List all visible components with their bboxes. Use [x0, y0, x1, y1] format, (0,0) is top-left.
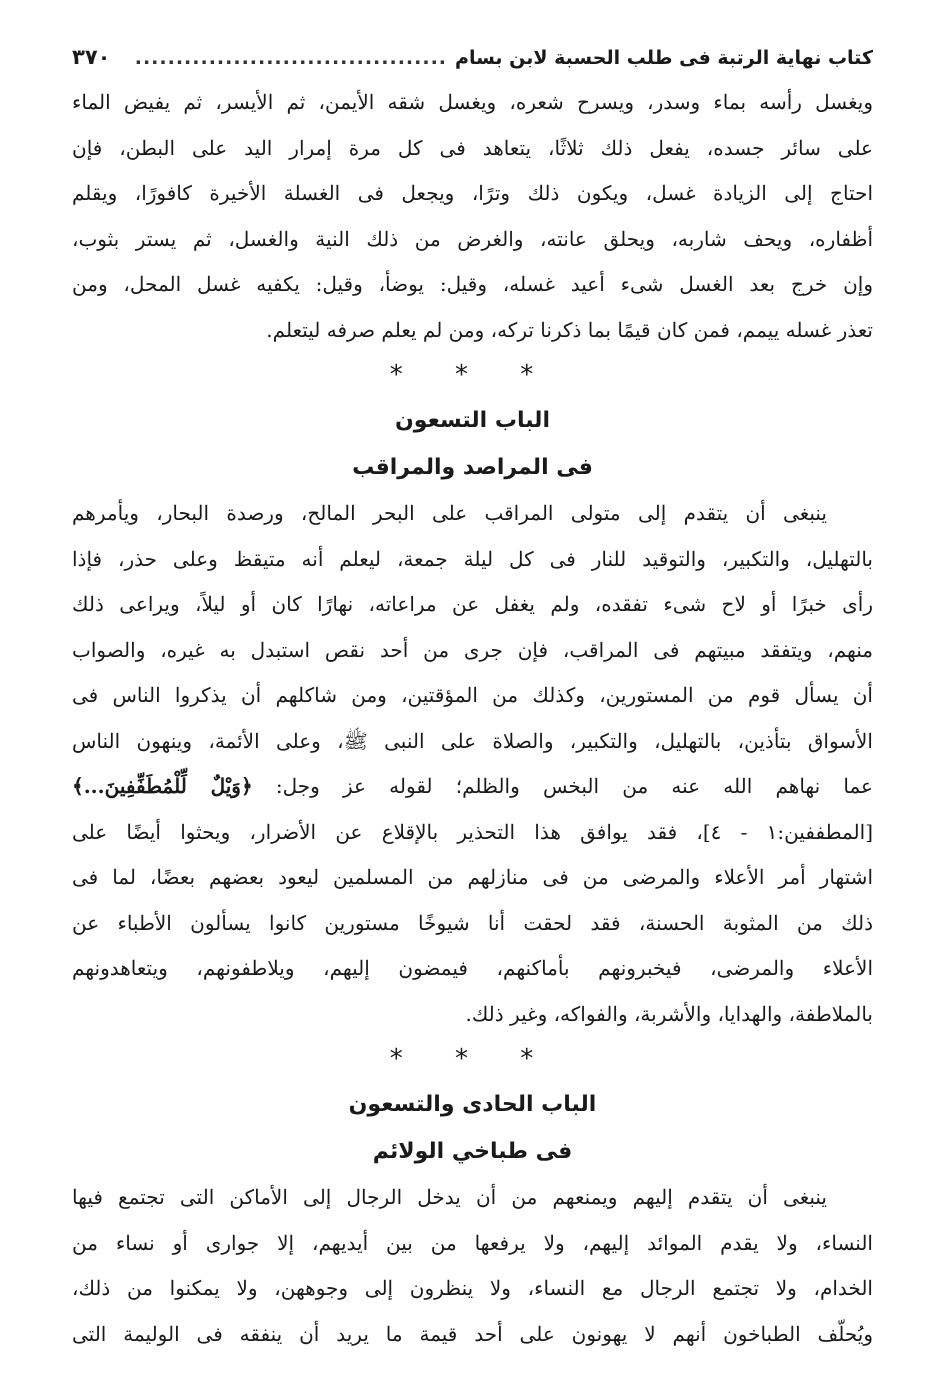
- text-line: على سائر جسده، يفعل ذلك ثلاثًا، يتعاهد فى كل مرة إمرار اليد على البطن، فإن: [72, 135, 873, 160]
- chapter-title: الباب التسعون: [395, 408, 550, 433]
- page-number: ٣٧٠: [72, 45, 111, 69]
- text-line: ويغسل رأسه بماء وسدر، ويسرح شعره، ويغسل شقه الأيمن، ثم الأيسر، ثم يفيض الماء: [72, 90, 873, 114]
- text-line: بالتهليل، والتكبير، والتوقيد للنار فى كل ليلة جمعة، ليعلم أنه متيقظ وعلى حذر، فإذا: [72, 546, 873, 571]
- text-line-with-quote: [72, 764, 873, 810]
- text-line: وإن خرج بعد الغسل شىء أعيد غسله، وقيل: يوضأ، وقيل: يكفيه غسل المحل، ومن: [72, 272, 873, 296]
- text-line: ينبغى أن يتقدم إلى متولى المراقب على البحر المالح، ورصدة البحار، ويأمرهم: [72, 501, 827, 525]
- running-head: [72, 34, 873, 80]
- chapter-90: [72, 397, 873, 1037]
- quote-prefix: عما نهاهم الله عنه من البخس والظلم؛ لقوله عز وجل:: [275, 774, 873, 798]
- book-page: [72, 34, 873, 1361]
- text-line: رأى خبرًا أو لاح شىء تفقده، ولم يغفل عن مراعاته، نهارًا كان أو ليلاً، ويراعى ذلك: [72, 592, 873, 616]
- chapter-title: الباب الحادى والتسعون: [348, 1092, 597, 1117]
- text-line: ويُحلّف الطباخون أنهم لا يهونون على أحد قيمة ما يريد أن ينفقه فى الوليمة التى: [72, 1321, 873, 1346]
- text-line: منهم، ويتفقد مبيتهم فى المراقب، فإن جرى من أحد نقص استبدل به غيره، والصواب: [72, 637, 873, 662]
- section-separator: * * *: [389, 360, 556, 390]
- text-line: الخدام، ولا تجتمع الرجال مع النساء، ولا ينظرون إلى وجوههن، ولا يمكنوا من ذلك،: [72, 1276, 873, 1300]
- text-line: النساء، ولا يقدم الموائد إليهم، ولا يرفعها من بين أيديهم، إلا جوارى أو نساء من: [72, 1230, 873, 1255]
- text-line: أن يسأل قوم من المستورين، وكذلك من المؤقتين، ومن شاكلهم أن يذكروا الناس فى: [72, 683, 873, 707]
- leader-dots: ......................................: [134, 47, 448, 69]
- section-continuation: [72, 80, 873, 353]
- text-line: بالملاطفة، والهدايا، والأشربة، والفواكه، وغير ذلك.: [465, 1001, 873, 1026]
- text-line: احتاج إلى الزيادة غسل، ويكون ذلك وترًا، ويجعل فى الغسلة الأخيرة كافورًا، ويقلم: [72, 181, 873, 205]
- text-line: الأسواق بتأذين، بالتهليل، والتكبير، والصلاة على النبى ﷺ، وعلى الأئمة، وينهون الناس: [72, 728, 873, 753]
- text-line: الأعلاء والمرضى، فيخبرونهم بأماكنهم، فيمضون إليهم، ويلاطفونهم، ويتعاهدونهم: [72, 956, 873, 980]
- text-line: أظفاره، ويحف شاربه، ويحلق عانته، والغرض من ذلك النية والغسل، ثم يستر بثوب،: [72, 226, 873, 251]
- chapter-91: [72, 1081, 873, 1357]
- text-line: اشتهار أمر الأعلاء والمرضى من فى منازلهم من المسلمين ليعود بعضهم بعضًا، لما فى: [72, 865, 873, 889]
- quran-quote: ﴿وَيْلٌ لِّلْمُطَفِّفِينَ...﴾: [72, 774, 253, 798]
- text-line: ذلك من المثوبة الحسنة، فقد لحقت أنا شيوخًا مستورين كانوا يسألون الأطباء عن: [72, 910, 873, 935]
- text-line: [المطففين:١ - ٤]، فقد يوافق هذا التحذير بالإقلاع عن الأضرار، ويحثوا أيضًا على: [72, 819, 873, 844]
- chapter-subtitle: فى المراصد والمراقب: [352, 455, 593, 480]
- chapter-subtitle: فى طباخي الولائم: [372, 1139, 573, 1164]
- section-separator: * * *: [389, 1044, 556, 1074]
- book-title: كتاب نهاية الرتبة فى طلب الحسبة لابن بسام: [455, 47, 873, 69]
- text-line: ينبغى أن يتقدم إليهم ويمنعهم من أن يدخل الرجال إلى الأماكن التى تجتمع فيها: [72, 1185, 827, 1209]
- text-line: تعذر غسله ييمم، فمن كان قيمًا بما ذكرنا تركه، ومن لم يعلم صرفه ليتعلم.: [266, 317, 873, 342]
